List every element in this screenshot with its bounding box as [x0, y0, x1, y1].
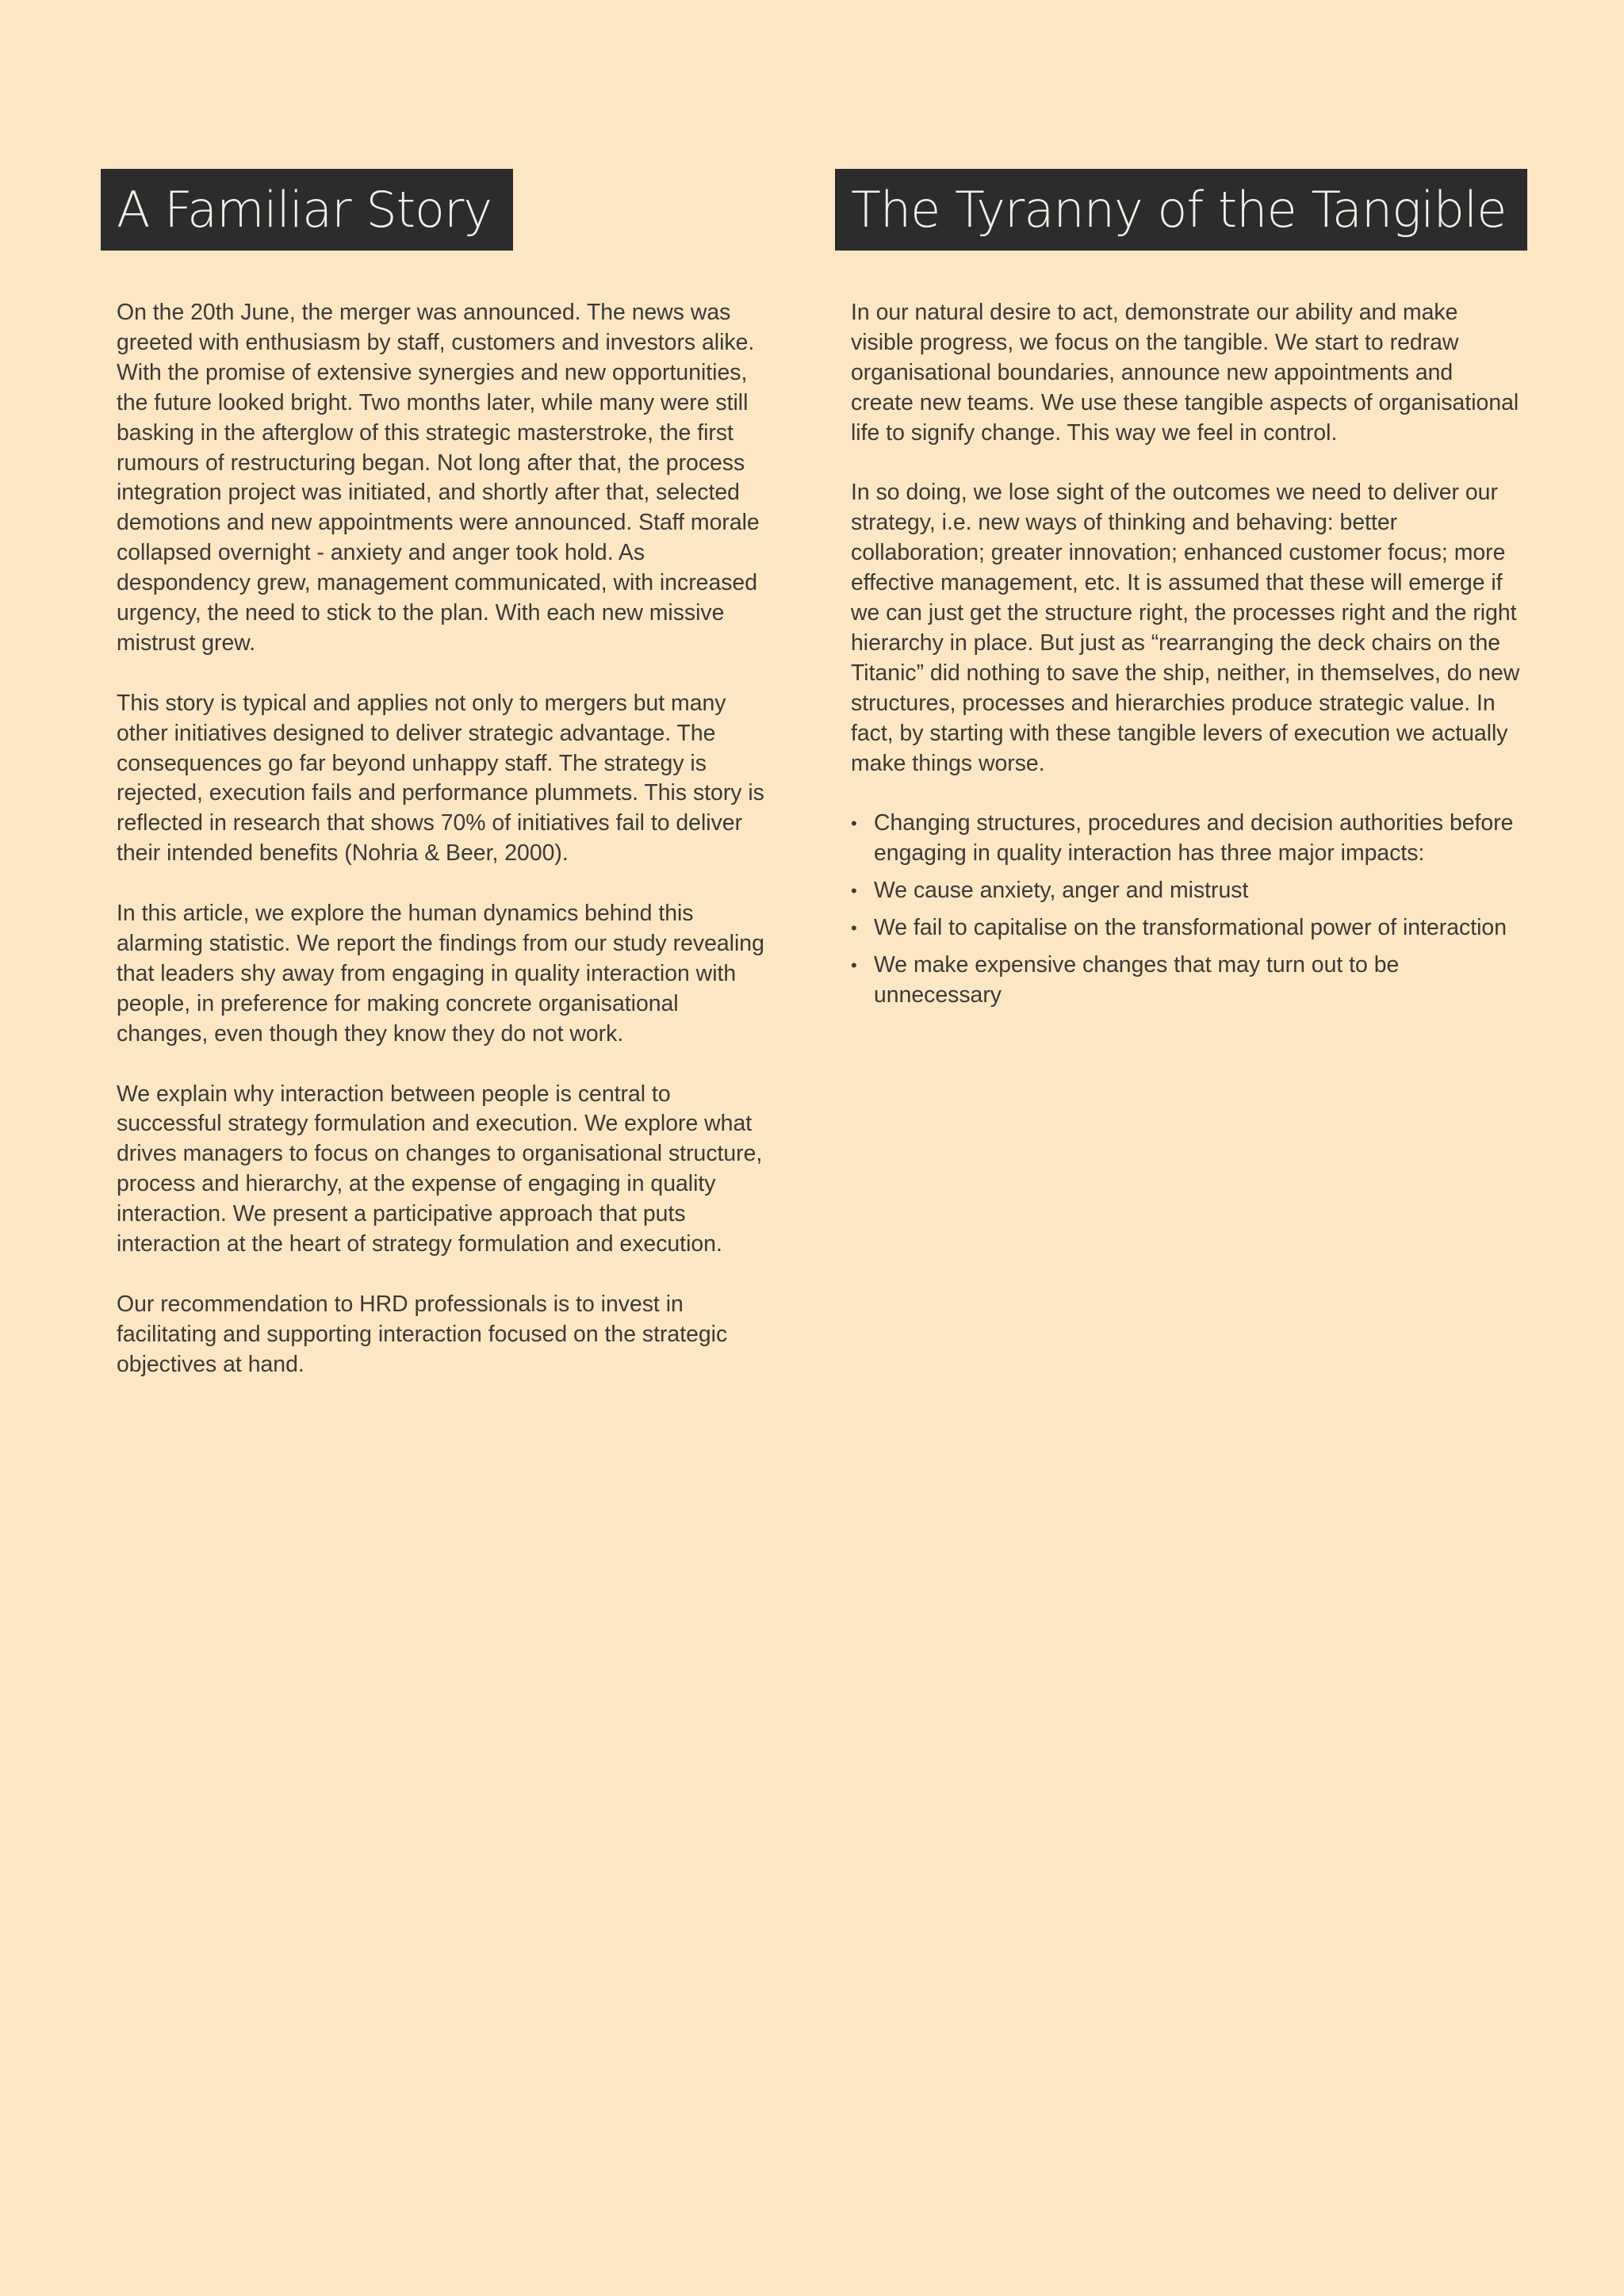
bullet-item: • Changing structures, procedures and decision authorities before engaging in quality interaction has three major impacts: — [851, 809, 1521, 869]
paragraph: We explain why interaction between people is central to successful strategy formulation and execution. We explore what drives managers to focus on changes to organisational structure, process and hierarchy, at the expense of engaging in quality interaction. We present a participative approach that puts interaction at the heart of strategy formulation and execution. — [117, 1081, 763, 1257]
section-title-familiar-story: A Familiar Story — [101, 169, 513, 251]
paragraph: In this article, we explore the human dynamics behind this alarming statistic. We report the findings from our study revealing that leaders shy away from engaging in quality interaction with people, in preference for making concrete organisational changes, even though they know they do not work. — [117, 901, 764, 1047]
right-body-text — [851, 298, 1521, 1018]
left-body-text — [117, 298, 775, 1410]
section-title-tyranny-of-tangible: The Tyranny of the Tangible — [835, 169, 1527, 251]
paragraph: In so doing, we lose sight of the outcomes we need to deliver our strategy, i.e. new ways of thinking and behaving: better collaboration; greater innovation; enhanced customer focus; more effective management, etc. It is assumed that these will emerge if we can just get the structure right, the processes right and the right hierarchy in place. But just as “rearranging the deck chairs on the Titanic” did nothing to save the ship, neither, in themselves, do new structures, processes and hierarchies produce strategic value. In fact, by starting with these tangible levers of execution we actually make things worse. — [851, 480, 1520, 776]
bullet-item: • We cause anxiety, anger and mistrust — [851, 876, 1521, 906]
paragraph: This story is typical and applies not only to mergers but many other initiatives designed to deliver strategic advantage. The consequences go far beyond unhappy staff. The strategy is rejected, execution fails and performance plummets. This story is reflected in research that shows 70% of initiatives fail to deliver their intended benefits (Nohria & Beer, 2000). — [117, 690, 764, 867]
paragraph: Our recommendation to HRD professionals is to invest in facilitating and supporting interaction focused on the strategic objectives at hand. — [117, 1291, 728, 1377]
paragraph: On the 20th June, the merger was announced. The news was greeted with enthusiasm by staff, customers and investors alike. With the promise of extensive synergies and new opportunities, the future looked bright. Two months later, while many were still basking in the afterglow of this strategic masterstroke, the first rumours of restructuring began. Not long after that, the process integration project was initiated, and shortly after that, selected demotions and new appointments were announced. Staff morale collapsed overnight - anxiety and anger took hold. As despondency grew, management communicated, with increased urgency, the need to stick to the plan. With each new missive mistrust grew. — [117, 300, 760, 656]
bullet-item: • We fail to capitalise on the transformational power of interaction — [851, 913, 1521, 943]
paragraph: In our natural desire to act, demonstrate our ability and make visible progress, we focus on the tangible. We start to redraw organisational boundaries, announce new appointments and create new teams. We use these tangible aspects of organisational life to signify change. This way we feel in control. — [851, 300, 1519, 446]
bullet-item: • We make expensive changes that may turn out to be unnecessary — [851, 951, 1521, 1011]
bullet-list — [851, 809, 1521, 1010]
